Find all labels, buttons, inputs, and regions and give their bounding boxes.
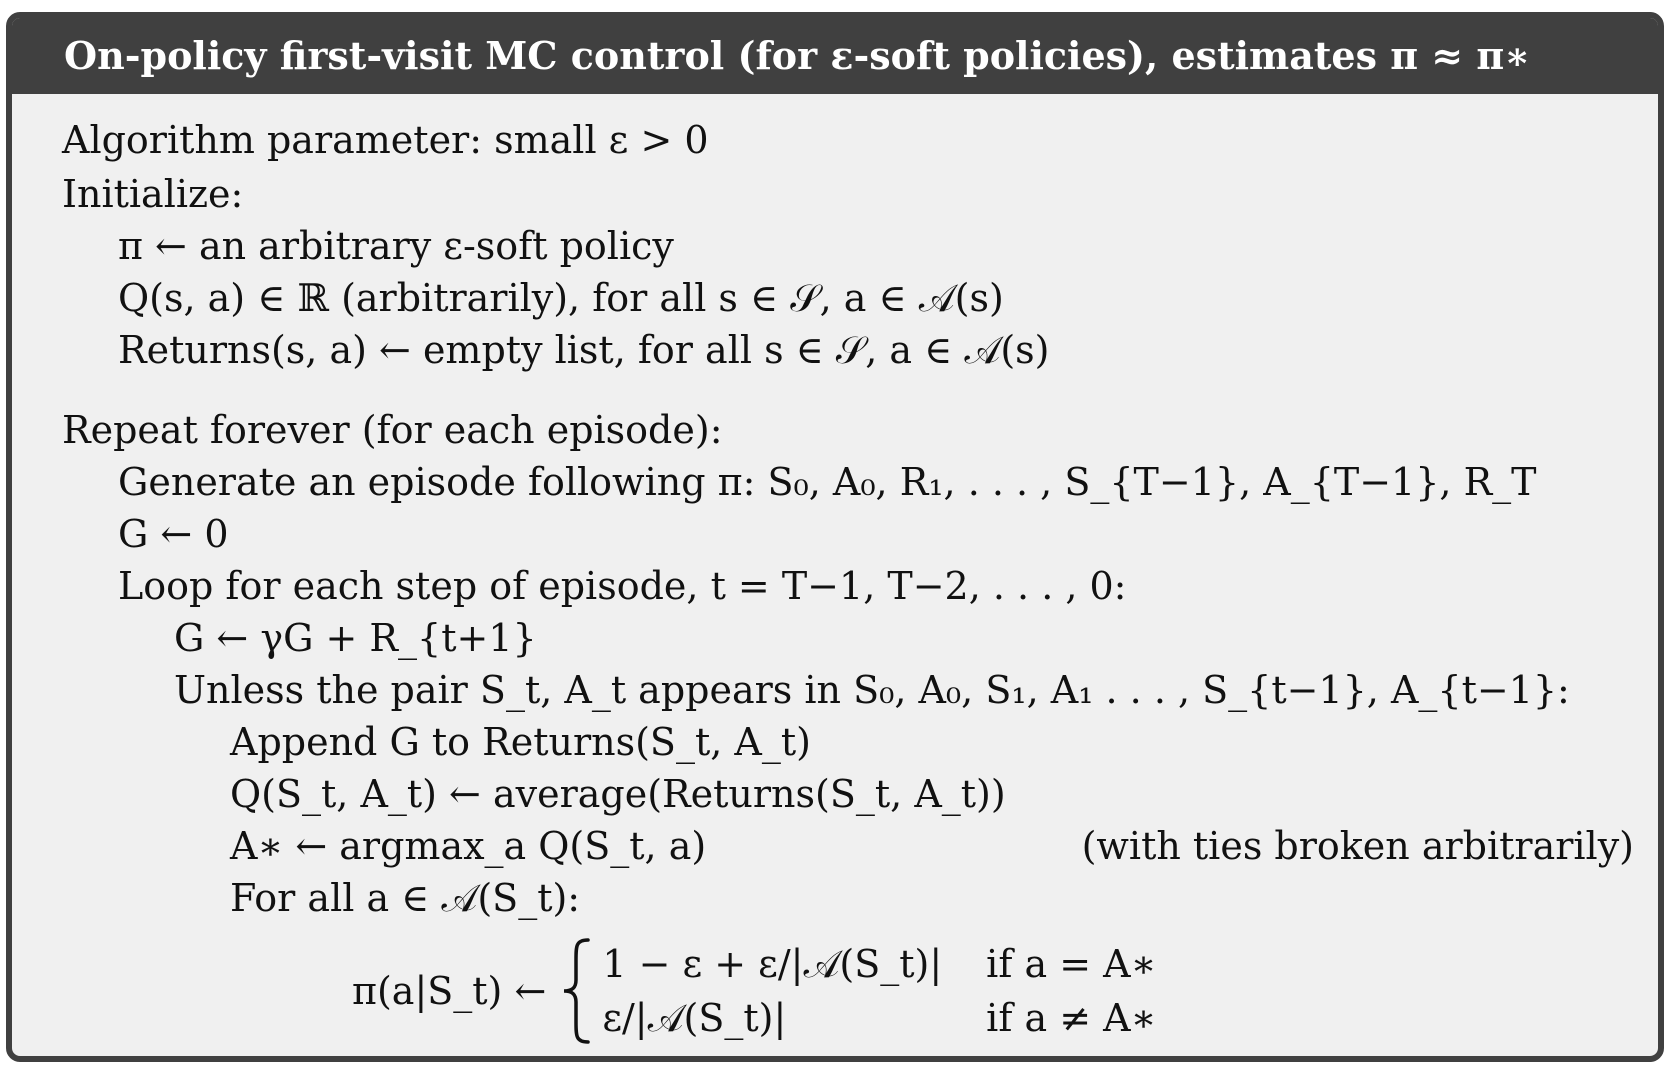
- g-zero-line: G ← 0: [118, 512, 229, 556]
- g-update-line: G ← γG + R_{t+1}: [174, 616, 537, 660]
- policy-update: [352, 936, 1156, 1046]
- algorithm-title: On-policy first-visit MC control (for ε-soft policies), estimates π ≈ π∗: [12, 18, 1658, 94]
- unless-line: Unless the pair S_t, A_t appears in S₀, A₀, S₁, A₁ . . . , S_{t−1}, A_{t−1}:: [174, 668, 1570, 712]
- policy-update-lhs: π(a|S_t) ←: [352, 969, 547, 1013]
- case1-condition: if a = A∗: [986, 942, 1157, 986]
- init-pi-line: π ← an arbitrary ε-soft policy: [118, 224, 674, 268]
- for-all-line: For all a ∈ 𝒜(S_t):: [230, 876, 581, 920]
- loop-line: Loop for each step of episode, t = T−1, T−2, . . . , 0:: [118, 564, 1127, 608]
- param-line: Algorithm parameter: small ε > 0: [62, 118, 709, 162]
- init-line: Initialize:: [62, 172, 244, 216]
- append-line: Append G to Returns(S_t, A_t): [230, 720, 811, 764]
- generate-line: Generate an episode following π: S₀, A₀, R₁, . . . , S_{T−1}, A_{T−1}, R_T: [118, 460, 1537, 504]
- astar-note: (with ties broken arbitrarily): [1081, 824, 1634, 868]
- case2-value: ε/|𝒜(S_t)|: [602, 996, 787, 1040]
- astar-line: A∗ ← argmax_a Q(S_t, a): [230, 824, 707, 868]
- repeat-line: Repeat forever (for each episode):: [62, 408, 723, 452]
- left-brace: [558, 936, 594, 1046]
- algorithm-box: [6, 12, 1664, 1062]
- case2-condition: if a ≠ A∗: [986, 996, 1157, 1040]
- case1-value: 1 − ε + ε/|𝒜(S_t)|: [602, 942, 943, 986]
- policy-cases: [602, 938, 1156, 1044]
- init-returns-line: Returns(s, a) ← empty list, for all s ∈ 𝒮, a ∈ 𝒜(s): [118, 328, 1050, 372]
- q-update-line: Q(S_t, A_t) ← average(Returns(S_t, A_t)): [230, 772, 1006, 816]
- init-q-line: Q(s, a) ∈ ℝ (arbitrarily), for all s ∈ 𝒮, a ∈ 𝒜(s): [118, 276, 1004, 320]
